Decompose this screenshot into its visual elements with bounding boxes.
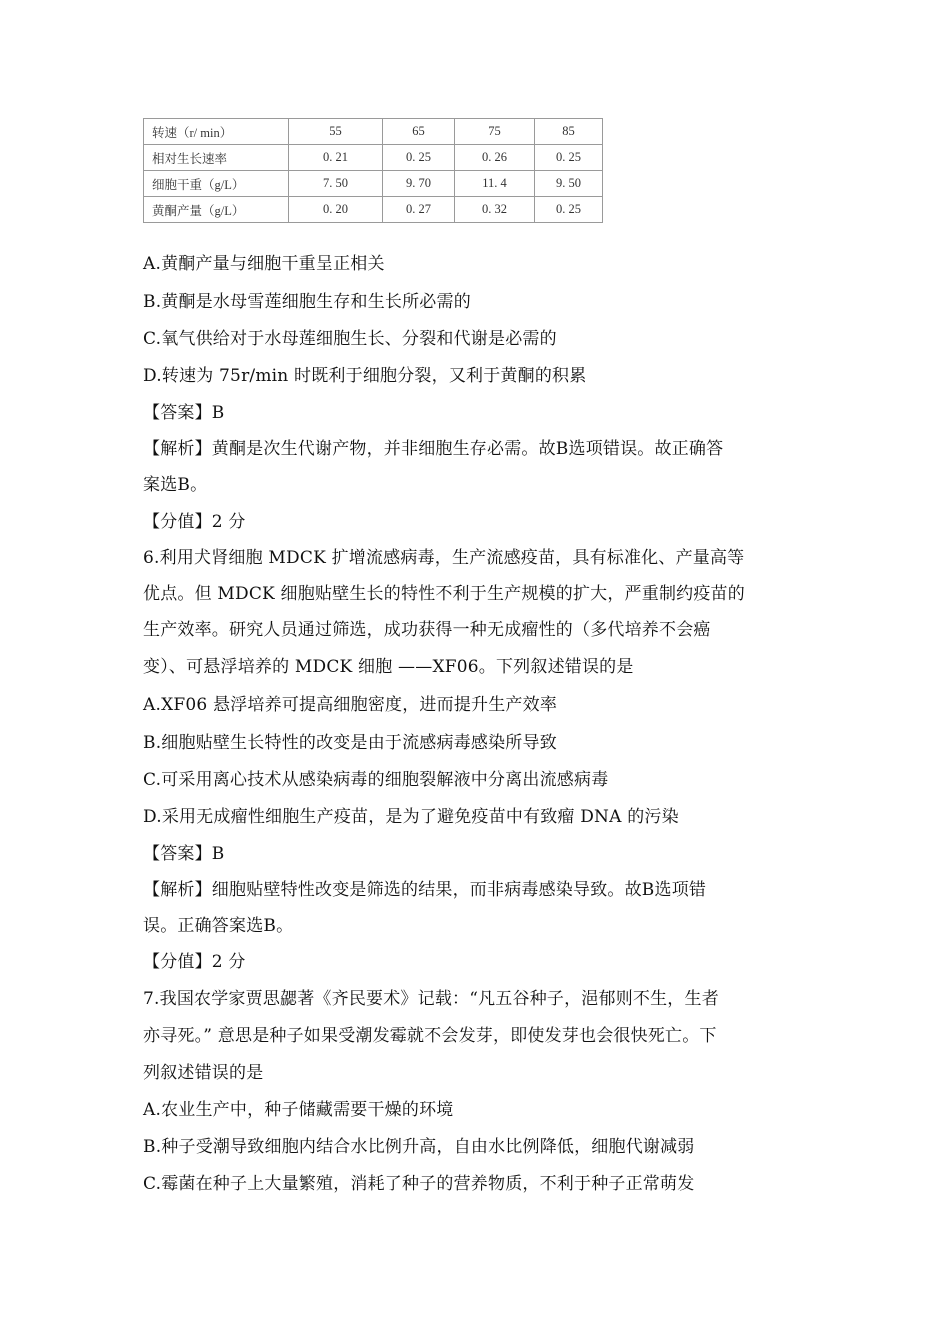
table-header-label: 转速（r/ min）	[144, 119, 289, 145]
q5-answer: 【答案】B	[143, 403, 225, 423]
q7-option-a: A.农业生产中，种子储藏需要干燥的环境	[143, 1100, 454, 1120]
table-row	[144, 197, 603, 223]
q7-stem-line: 列叙述错误的是	[143, 1063, 264, 1083]
table-cell: 0. 26	[455, 145, 535, 171]
q6-option-a: A.XF06 悬浮培养可提高细胞密度，进而提升生产效率	[143, 695, 558, 715]
table-cell: 0. 25	[535, 197, 603, 223]
table-cell: 85	[535, 119, 603, 145]
q6-stem-line: 变）、可悬浮培养的 MDCK 细胞 ——XF06。下列叙述错误的是	[143, 657, 634, 677]
table-cell: 0. 25	[535, 145, 603, 171]
table-row-label: 相对生长速率	[144, 145, 289, 171]
q6-score: 【分值】2 分	[143, 952, 246, 972]
q7-option-b: B.种子受潮导致细胞内结合水比例升高，自由水比例降低，细胞代谢减弱	[143, 1137, 695, 1157]
q6-option-c: C.可采用离心技术从感染病毒的细胞裂解液中分离出流感病毒	[143, 770, 609, 790]
q7-stem-line: 亦寻死。” 意思是种子如果受潮发霉就不会发芽，即使发芽也会很快死亡。下	[143, 1026, 717, 1046]
table-cell: 0. 25	[383, 145, 455, 171]
table-header-row	[144, 119, 603, 145]
table-row-label: 细胞干重（g/L）	[144, 171, 289, 197]
table-cell: 11. 4	[455, 171, 535, 197]
q6-analysis-line: 误。正确答案选B。	[143, 916, 294, 936]
q6-option-b: B.细胞贴壁生长特性的改变是由于流感病毒感染所导致	[143, 733, 557, 753]
table-cell: 9. 70	[383, 171, 455, 197]
q5-score: 【分值】2 分	[143, 512, 246, 532]
q5-analysis-line: 【解析】黄酮是次生代谢产物，并非细胞生存必需。故B选项错误。故正确答	[143, 439, 724, 459]
q6-analysis-line: 【解析】细胞贴壁特性改变是筛选的结果，而非病毒感染导致。故B选项错	[143, 880, 707, 900]
q7-option-c: C.霉菌在种子上大量繁殖，消耗了种子的营养物质，不利于种子正常萌发	[143, 1174, 695, 1194]
table-cell: 65	[383, 119, 455, 145]
table-cell: 75	[455, 119, 535, 145]
q6-option-d: D.采用无成瘤性细胞生产疫苗，是为了避免疫苗中有致瘤 DNA 的污染	[143, 807, 679, 827]
table-cell: 9. 50	[535, 171, 603, 197]
q5-option-c: C.氧气供给对于水母莲细胞生长、分裂和代谢是必需的	[143, 329, 557, 349]
table-cell: 0. 32	[455, 197, 535, 223]
q7-stem-line: 7.我国农学家贾思勰著《齐民要术》记载：“凡五谷种子，浥郁则不生，生者	[143, 989, 719, 1009]
table-cell: 0. 27	[383, 197, 455, 223]
q6-stem-line: 6.利用犬肾细胞 MDCK 扩增流感病毒，生产流感疫苗，具有标准化、产量高等	[143, 548, 745, 568]
q6-stem-line: 生产效率。研究人员通过筛选，成功获得一种无成瘤性的（多代培养不会癌	[143, 620, 711, 640]
table-cell: 7. 50	[289, 171, 383, 197]
q5-option-b: B.黄酮是水母雪莲细胞生存和生长所必需的	[143, 292, 471, 312]
q5-option-a: A.黄酮产量与细胞干重呈正相关	[143, 254, 385, 274]
q5-analysis-line: 案选B。	[143, 475, 208, 495]
table-row	[144, 171, 603, 197]
table-cell: 55	[289, 119, 383, 145]
q6-answer: 【答案】B	[143, 844, 225, 864]
table-cell: 0. 21	[289, 145, 383, 171]
table-row	[144, 145, 603, 171]
q6-stem-line: 优点。但 MDCK 细胞贴壁生长的特性不利于生产规模的扩大，严重制约疫苗的	[143, 584, 745, 604]
data-table	[143, 118, 603, 223]
table-cell: 0. 20	[289, 197, 383, 223]
table-row-label: 黄酮产量（g/L）	[144, 197, 289, 223]
q5-option-d: D.转速为 75r/min 时既利于细胞分裂，又利于黄酮的积累	[143, 366, 587, 386]
